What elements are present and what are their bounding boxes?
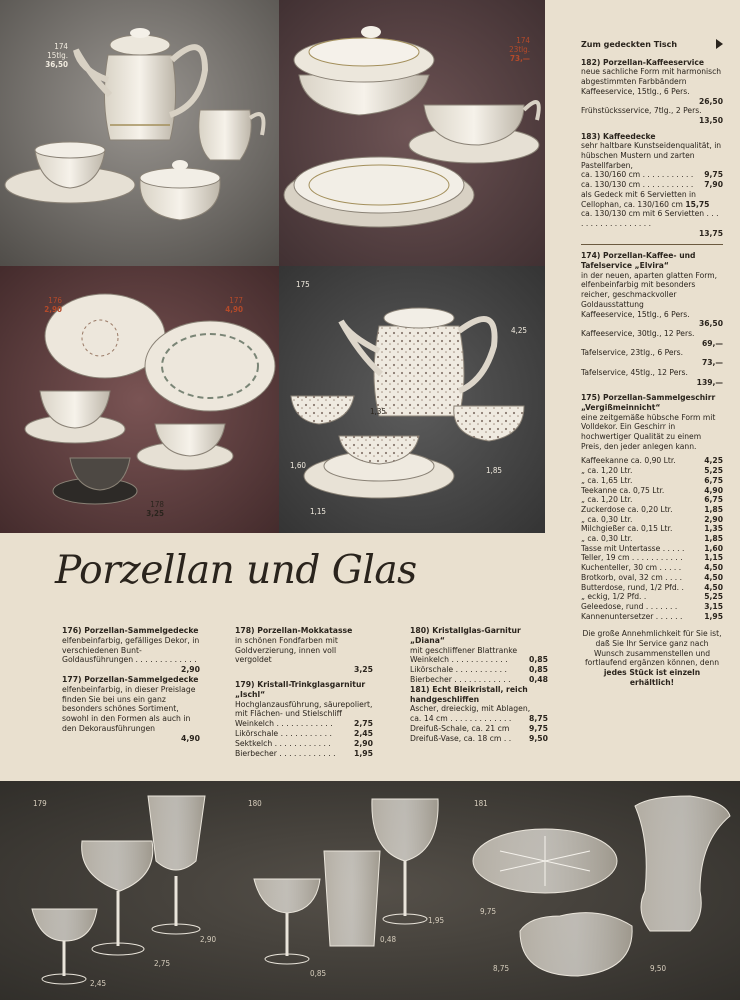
item-183 xyxy=(581,132,723,239)
item-175-row: „ ca. 1,20 Ltr. 6,75 xyxy=(581,495,723,505)
item-175-text: eine zeitgemäße hübsche Form mit Volldekor. Ein Geschirr in hochwertiger Qualität zu einem Preis, den jeder anlegen kann. xyxy=(581,412,716,451)
item-180-row: Weinkelch . . . . . . . . . . . . 0,85 xyxy=(410,655,548,665)
item-174-price: 139,— xyxy=(696,377,723,387)
item-174-price: 69,— xyxy=(701,338,723,348)
photo-175-price-plate: 1,15 xyxy=(309,507,326,516)
item-183-text: sehr haltbare Kunstseidenqualität, in hübschen Mustern und zarten Pastellfarben, xyxy=(581,141,722,170)
item-175-row: Teekanne ca. 0,75 Ltr. 4,90 xyxy=(581,485,723,495)
item-175 xyxy=(581,393,723,687)
item-175-row: „ ca. 1,20 Ltr. 5,25 xyxy=(581,466,723,476)
item-174-row: Tafelservice, 23tlg., 6 Pers. xyxy=(581,348,684,358)
photo-174b-number: 174 xyxy=(516,36,530,45)
glassware-price-schale: 9,75 xyxy=(480,907,497,916)
photo-glassware-band xyxy=(0,781,740,1000)
item-178-text: in schönen Fondfarben mit Goldverzierung, innen voll vergoldet xyxy=(235,635,338,665)
item-175-row: Teller, 19 cm . . . . . . . . . . . 1,15 xyxy=(581,553,723,563)
item-183-head: 183) Kaffeedecke xyxy=(581,131,656,141)
photo-175-price-pot: 4,25 xyxy=(510,326,527,335)
item-179-row: Bierbecher . . . . . . . . . . . . 1,95 xyxy=(235,748,373,758)
glassware-price-vase: 9,50 xyxy=(650,964,667,973)
item-182-head: 182) Porzellan-Kaffeeservice xyxy=(581,57,705,67)
item-176-text: elfenbeinfarbig, gefälliges Dekor, in verschiedenen Bunt-Goldausführungen . . . . . . . . . . . . . xyxy=(62,635,200,665)
column-176-177 xyxy=(62,626,200,744)
item-174 xyxy=(581,251,723,387)
item-183-row: ca. 130/130 cm . . . . . . . . . . . 7,90 xyxy=(581,180,723,190)
glassware-181-number: 181 xyxy=(474,799,488,808)
glassware-price-diana: 0,85 xyxy=(310,969,327,978)
item-180-text: mit geschliffener Blattranke xyxy=(410,645,518,655)
item-182-line2: Frühstücksservice, 7tlg., 2 Pers. xyxy=(581,106,702,116)
glassware-179-number: 179 xyxy=(33,799,47,808)
item-175-row: „ ca. 1,65 Ltr. 6,75 xyxy=(581,475,723,485)
item-175-row: Milchgießer ca. 0,15 Ltr. 1,35 xyxy=(581,524,723,534)
item-174-row: Kaffeeservice, 15tlg., 6 Pers. xyxy=(581,309,690,319)
item-180-row: Bierbecher . . . . . . . . . . . . 0,48 xyxy=(410,674,548,684)
item-179-row: Weinkelch . . . . . . . . . . . . 2,75 xyxy=(235,719,373,729)
divider xyxy=(581,244,723,245)
glassware-image xyxy=(0,781,740,1000)
item-178-price: 3,25 xyxy=(354,665,373,675)
photo-forget-me-not-175 xyxy=(279,266,545,533)
photo-coffee-service-174 xyxy=(0,0,279,266)
item-182-price2: 13,50 xyxy=(698,115,723,125)
photo-175-number: 175 xyxy=(296,280,310,289)
item-183-price3: 13,75 xyxy=(698,228,723,238)
column-178-179 xyxy=(235,626,373,758)
photo-174a-price: 36,50 xyxy=(45,60,68,69)
item-182-price1: 26,50 xyxy=(698,96,723,106)
column-180-181 xyxy=(410,626,548,744)
item-175-note: Die große Annehmlichkeit für Sie ist, daß Sie Ihr Service ganz nach Wunsch zusammenstellen und fortlaufend ergänzen können, denn jedes Stück ist einzeln erhältlich! xyxy=(582,629,722,687)
item-175-row: Kaffeekanne ca. 0,90 Ltr. 4,25 xyxy=(581,456,723,466)
item-175-row: Geleedose, rund . . . . . . . 3,15 xyxy=(581,601,723,611)
item-175-row: Butterdose, rund, 1/2 Pfd. . 4,50 xyxy=(581,582,723,592)
photo-175-price-sugar: 1,85 xyxy=(485,466,502,475)
item-181-row: ca. 14 cm . . . . . . . . . . . . . 8,75 xyxy=(410,714,548,724)
photo-174b-price: 73,— xyxy=(510,54,530,63)
glassware-price-weinkelch: 2,75 xyxy=(154,959,171,968)
coffee-service-image xyxy=(0,0,279,266)
item-183-text2: als Gedeck mit 6 Servietten in Cellophan, ca. 130/160 cm 15,75 xyxy=(581,189,710,209)
item-181-row: Dreifuß-Schale, ca. 21 cm 9,75 xyxy=(410,723,548,733)
item-175-table xyxy=(581,456,723,621)
item-181-text: Ascher, dreieckig, mit Ablagen, xyxy=(410,704,531,714)
forget-me-not-image xyxy=(279,266,545,533)
item-183-row: ca. 130/160 cm . . . . . . . . . . . 9,75 xyxy=(581,170,723,180)
section-heading xyxy=(581,40,723,50)
item-176-price: 2,90 xyxy=(181,665,200,675)
item-175-row: „ ca. 0,30 Ltr. 2,90 xyxy=(581,514,723,524)
item-175-row: Brotkorb, oval, 32 cm . . . . 4,50 xyxy=(581,572,723,582)
page-title: Porzellan und Glas xyxy=(55,548,417,593)
item-181-row: Dreifuß-Vase, ca. 18 cm . . 9,50 xyxy=(410,733,548,743)
glassware-price-ischl-bier: 1,95 xyxy=(428,916,445,925)
photo-177-price: 4,90 xyxy=(225,305,243,314)
right-column-text xyxy=(581,40,723,694)
item-174-row: Tafelservice, 45tlg., 12 Pers. xyxy=(581,367,688,377)
photo-176-price: 2,90 xyxy=(44,305,62,314)
arrow-right-icon xyxy=(716,39,723,49)
item-179-head: 179) Kristall-Trinkglasgarnitur „Ischl“ xyxy=(235,679,366,699)
item-178-head: 178) Porzellan-Mokkatasse xyxy=(235,626,353,635)
glassware-180-number: 180 xyxy=(248,799,262,808)
photo-174a-sub: 15tlg. xyxy=(47,51,68,60)
item-175-row: Tasse mit Untertasse . . . . . 1,60 xyxy=(581,543,723,553)
item-177-price: 4,90 xyxy=(181,733,200,743)
item-182-line1: Kaffeeservice, 15tlg., 6 Pers. xyxy=(581,86,690,96)
item-175-head: 175) Porzellan-Sammelgeschirr „Vergißmeinnicht“ xyxy=(581,393,716,412)
photo-178-number: 178 xyxy=(150,500,164,509)
item-175-row: Kannenuntersetzer . . . . . . 1,95 xyxy=(581,611,723,621)
item-180-row: Likörschale . . . . . . . . . . . 0,85 xyxy=(410,665,548,675)
item-182 xyxy=(581,58,723,126)
item-181-head: 181) Echt Bleikristall, reich handgeschliffen xyxy=(410,684,528,704)
item-179-row: Sektkelch . . . . . . . . . . . . 2,90 xyxy=(235,738,373,748)
photo-174a-number: 174 xyxy=(54,42,68,51)
item-174-head: 174) Porzellan-Kaffee- und Tafelservice „Elvira“ xyxy=(581,251,696,271)
item-175-row: „ eckig, 1/2 Pfd. . 5,25 xyxy=(581,592,723,602)
glassware-price-sektkelch: 2,90 xyxy=(200,935,217,944)
item-174-price: 36,50 xyxy=(698,319,723,329)
item-174-price: 73,— xyxy=(701,358,723,368)
item-174-row: Kaffeeservice, 30tlg., 12 Pers. xyxy=(581,328,695,338)
photo-175-price-jug: 1,35 xyxy=(369,407,386,416)
photo-174b-sub: 23tlg. xyxy=(509,45,530,54)
item-180-head: 180) Kristallglas-Garnitur „Diana“ xyxy=(410,626,521,645)
section-heading-text: Zum gedeckten Tisch xyxy=(581,40,678,49)
item-182-text: neue sachliche Form mit harmonisch abgestimmten Farbbändern xyxy=(581,67,722,87)
photo-177-number: 177 xyxy=(229,296,243,305)
glassware-price-ascher: 8,75 xyxy=(493,964,510,973)
photo-176-number: 176 xyxy=(48,296,62,305)
item-175-row: „ ca. 0,30 Ltr. 1,85 xyxy=(581,534,723,544)
item-176-head: 176) Porzellan-Sammelgedecke xyxy=(62,626,199,635)
glassware-price-likoerschale: 2,45 xyxy=(90,979,107,988)
photo-178-price: 3,25 xyxy=(146,509,164,518)
item-183-text3: ca. 130/130 cm mit 6 Servietten . . . . . . . . . . . . . . . . . . xyxy=(581,209,719,228)
item-179-text: Hochglanzausführung, säurepoliert, mit Flächen- und Stielschliff xyxy=(235,699,373,719)
item-174-text: in der neuen, aparten glatten Form, elfenbeinfarbig mit besonders reicher, geschmackvoller Goldausstattung xyxy=(581,270,718,309)
photo-175-price-cup: 1,60 xyxy=(289,461,306,470)
item-177-text: elfenbeinfarbig, in dieser Preislage finden Sie bei uns ein ganz besonders schönes Sortiment, sowohl in den Formen als auch in den Dekorausführungen xyxy=(62,684,196,733)
glassware-price-bierbecher: 0,48 xyxy=(380,935,397,944)
item-175-row: Kuchenteller, 30 cm . . . . . 4,50 xyxy=(581,563,723,573)
item-179-row: Likörschale . . . . . . . . . . . 2,45 xyxy=(235,728,373,738)
item-177-head: 177) Porzellan-Sammelgedecke xyxy=(62,674,199,684)
item-175-row: Zuckerdose ca. 0,20 Ltr. 1,85 xyxy=(581,504,723,514)
